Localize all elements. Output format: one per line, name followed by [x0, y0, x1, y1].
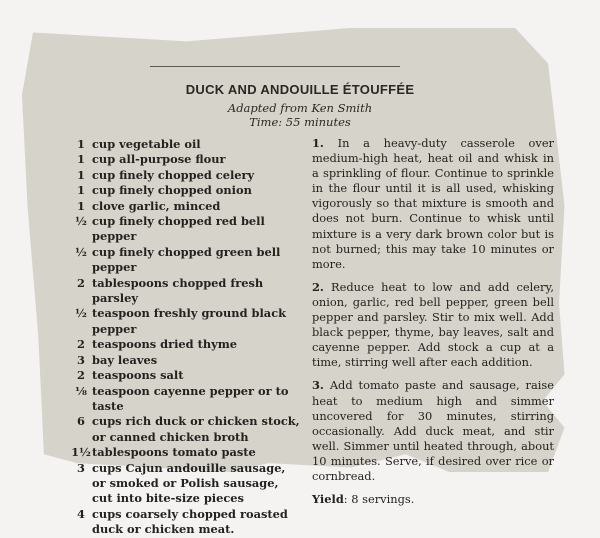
recipe-time: Time: 55 minutes — [249, 115, 351, 129]
ingredient-item — [70, 137, 302, 152]
method-column — [312, 136, 554, 507]
method-step — [312, 280, 554, 371]
ingredient-item — [70, 507, 302, 538]
ingredient-description: teaspoon freshly ground black pepper — [92, 306, 287, 336]
ingredient-quantity: 2 — [77, 275, 85, 290]
recipe-title: DUCK AND ANDOUILLE ÉTOUFFÉE — [185, 82, 415, 97]
ingredient-quantity: 4 — [77, 506, 85, 521]
ingredient-item — [70, 445, 302, 460]
ingredient-quantity: 1 — [77, 152, 85, 167]
ingredient-quantity: 2 — [77, 368, 85, 383]
ingredient-description: cup finely chopped onion — [92, 183, 252, 198]
ingredient-item — [70, 199, 302, 214]
ingredient-quantity: 1 — [77, 167, 85, 182]
ingredient-description: cup finely chopped green bell pepper — [92, 244, 281, 275]
ingredient-item — [70, 245, 302, 276]
ingredient-description: bay leaves — [92, 352, 158, 367]
ingredient-item — [70, 306, 302, 337]
method-step — [312, 378, 554, 484]
ingredient-item — [70, 214, 302, 245]
step-text: Reduce heat to low and add celery, onion, garlic, red bell pepper, green bell pepper and parsley. Stir to mix well. Add black pepper, thyme, bay leaves, salt and cayenne pepper. Add stock a cup at a time, stirring well after each addition. — [312, 279, 554, 370]
ingredient-item — [70, 337, 302, 352]
ingredient-description: teaspoons dried thyme — [92, 337, 238, 352]
yield-label: Yield — [312, 492, 344, 507]
header-rule — [150, 66, 400, 67]
ingredient-item — [70, 461, 302, 507]
yield-value: : 8 servings. — [343, 492, 415, 507]
ingredient-description: cups coarsely chopped roasted duck or chicken meat. — [92, 506, 288, 537]
ingredient-item — [70, 414, 302, 445]
recipe-attribution: Adapted from Ken Smith — [227, 101, 373, 115]
ingredient-item — [70, 384, 302, 415]
method-step — [312, 136, 554, 272]
ingredient-quantity: 6 — [77, 414, 85, 429]
ingredient-description: tablespoons tomato paste — [92, 445, 256, 460]
ingredient-quantity: 1 — [77, 137, 85, 151]
step-number: 3. — [312, 378, 324, 393]
ingredient-description: cup all-purpose flour — [92, 152, 226, 167]
ingredient-description: cup finely chopped celery — [92, 167, 255, 182]
ingredient-description: cup vegetable oil — [92, 137, 201, 151]
ingredient-item — [70, 276, 302, 307]
ingredient-quantity: ½ — [75, 214, 87, 229]
ingredient-quantity: 1½ — [71, 445, 91, 460]
yield-line — [312, 492, 554, 507]
ingredient-item — [70, 152, 302, 167]
ingredient-description: tablespoons chopped fresh parsley — [92, 275, 264, 306]
ingredient-quantity: 3 — [77, 460, 85, 475]
ingredient-quantity: 3 — [77, 352, 85, 367]
step-number: 1. — [312, 136, 324, 150]
ingredient-item — [70, 168, 302, 183]
ingredient-quantity: 2 — [77, 337, 85, 352]
ingredient-quantity: 1 — [77, 198, 85, 213]
ingredient-description: cups Cajun andouille sausage, or smoked or Polish sausage, cut into bite-size pieces — [92, 460, 286, 506]
ingredient-description: cups rich duck or chicken stock, or canned chicken broth — [92, 414, 300, 444]
ingredient-quantity: 1 — [77, 183, 85, 198]
ingredient-description: teaspoons salt — [92, 368, 184, 383]
ingredient-item — [70, 368, 302, 383]
ingredient-item — [70, 183, 302, 198]
step-number: 2. — [312, 279, 324, 294]
ingredient-item — [70, 353, 302, 368]
ingredient-description: cup finely chopped red bell pepper — [92, 214, 265, 244]
step-text: Add tomato paste and sausage, raise heat to medium high and simmer uncovered for 30 minutes, stirring occasionally. Add duck meat, and stir well. Simmer until heated through, about 10 minutes. Serve, if desired over rice or cornbread. — [312, 378, 554, 483]
ingredient-quantity: ⅛ — [75, 383, 87, 398]
ingredient-quantity: ½ — [75, 306, 87, 321]
ingredient-description: teaspoon cayenne pepper or to taste — [92, 383, 289, 413]
ingredient-quantity: ½ — [75, 244, 87, 259]
ingredient-description: clove garlic, minced — [92, 198, 221, 213]
ingredient-list — [70, 137, 302, 538]
step-text: In a heavy-duty casserole over medium-high heat, heat oil and whisk in a sprinkling of flour. Continue to sprinkle in the flour until it is all used, whisking vigorously so that mixture is smooth and does not burn. Continue to whisk until mixture is a very dark brown color but is not burned; this may take 10 minutes or more. — [312, 136, 555, 271]
